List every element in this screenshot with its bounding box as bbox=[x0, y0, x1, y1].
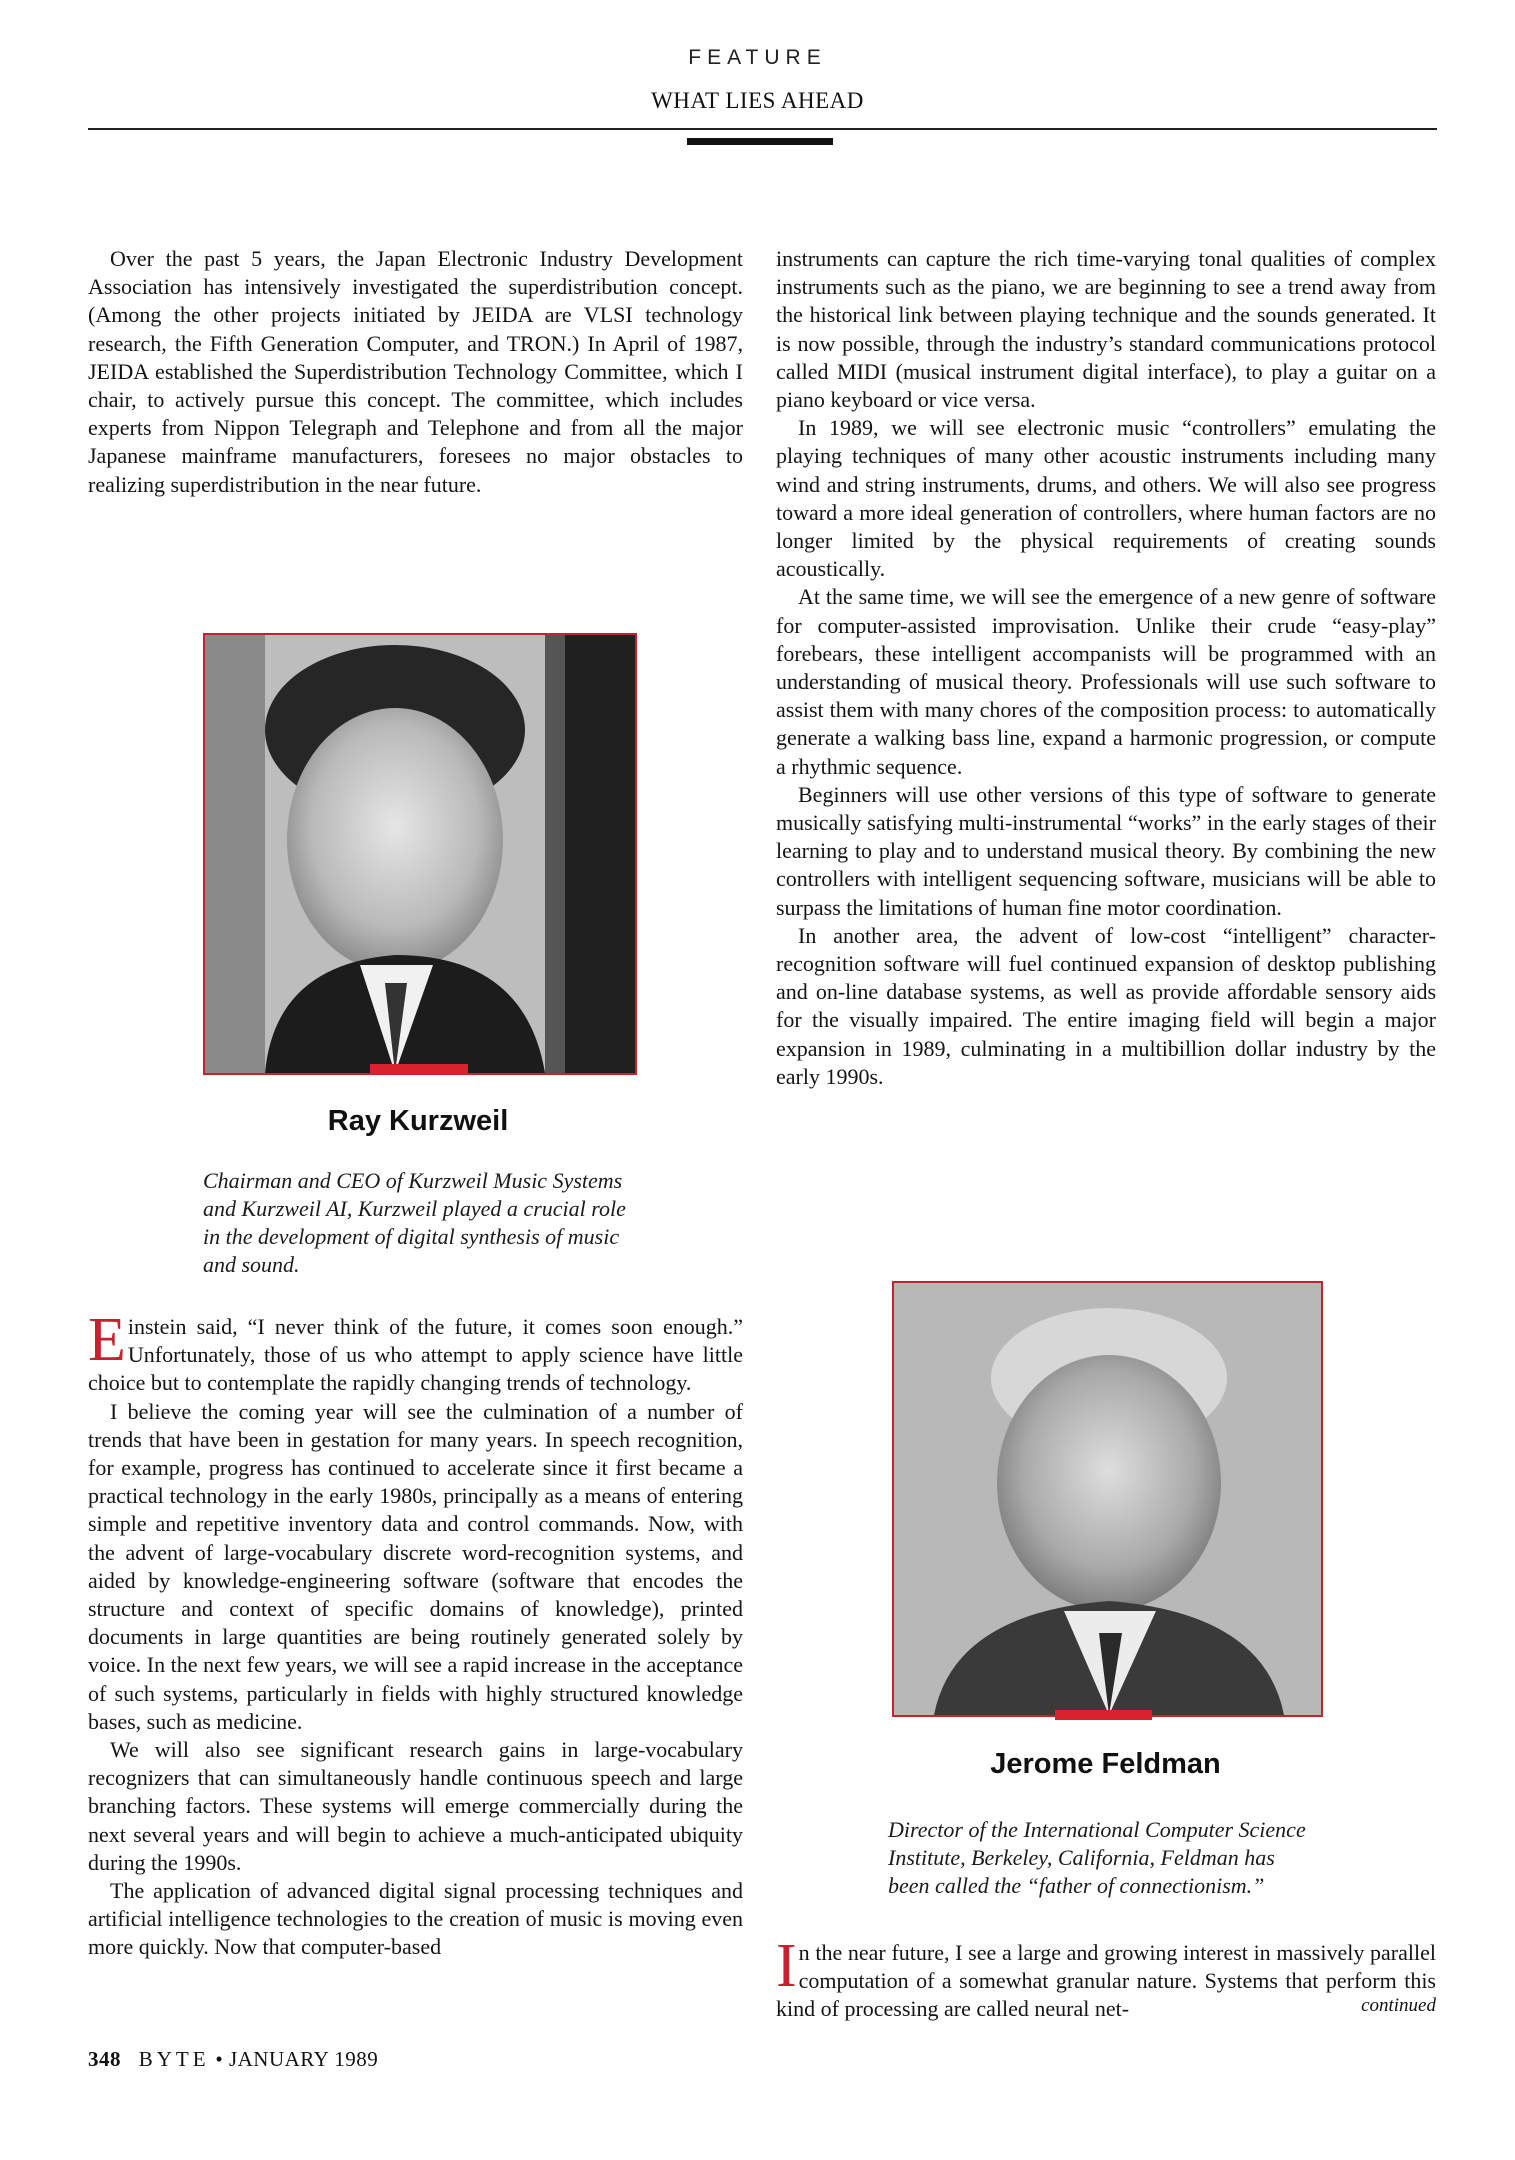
page-number: 348 bbox=[88, 2047, 121, 2071]
kurzweil-name: Ray Kurzweil bbox=[327, 1105, 509, 1137]
portrait-photo-icon bbox=[894, 1283, 1321, 1715]
drop-cap: I bbox=[776, 1932, 797, 2000]
lead-text: instein said, “I never think of the future, it comes soon enough.” Unfortunately, those of us who attempt to apply science have little choice but to contemplate the rapidly changing trends of technology. bbox=[88, 1314, 743, 1396]
kurzweil-article-text bbox=[88, 1306, 743, 1962]
feldman-photo-tab bbox=[1055, 1710, 1152, 1720]
portrait-photo-icon bbox=[205, 635, 635, 1073]
section-title: WHAT LIES AHEAD bbox=[651, 88, 864, 113]
kurzweil-photo bbox=[203, 633, 637, 1075]
magazine-name: BYTE bbox=[138, 2047, 210, 2071]
paragraph: In 1989, we will see electronic music “controllers” emulating the playing techniques of many other acoustic instruments including many wind and string instruments, drums, and others. We will also see progress toward a more ideal generation of controllers, where human factors are no longer limited by the physical requirements of creating sounds acoustically. bbox=[776, 415, 1436, 582]
feldman-caption: Director of the International Computer Science Institute, Berkeley, California, Feldman has been called the “father of connectionism.” bbox=[888, 1817, 1306, 1898]
right-column-text bbox=[776, 245, 1436, 1091]
paragraph: Beginners will use other versions of this type of software to generate musically satisfying multi-instrumental “works” in the early stages of their learning to play and to understand musical theory. By combining the new controllers with intelligent sequencing software, musicians will be able to surpass the limitations of human fine motor coordination. bbox=[776, 781, 1436, 920]
article-lead bbox=[88, 1306, 743, 1398]
lead-text: n the near future, I see a large and growing interest in massively parallel computation of a somewhat granular nature. Systems that perform this kind of processing are called neural net- bbox=[776, 1940, 1436, 2022]
kurzweil-photo-tab bbox=[370, 1064, 468, 1074]
header-rule bbox=[88, 128, 1437, 130]
paragraph: At the same time, we will see the emergence of a new genre of software for computer-assisted improvisation. Unlike their crude “easy-play” forebears, these intelligent accompanists will be programmed with an understanding of musical theory. Professionals will use such software to assist them with many chores of the composition process: to automatically generate a walking bass line, expand a harmonic progression, or compute a rhythmic sequence. bbox=[776, 584, 1436, 779]
paragraph: In another area, the advent of low-cost “intelligent” character-recognition software will fuel continued expansion of desktop publishing and on-line database systems, as well as provide affordable sensory aids for the visually impaired. The entire imaging field will begin a major expansion in 1989, culminating in a multibillion dollar industry by the early 1990s. bbox=[776, 922, 1436, 1089]
paragraph: I believe the coming year will see the culmination of a number of trends that have been in gestation for many years. In speech recognition, for example, progress has continued to accelerate since it first became a practical technology in the early 1980s, principally as a means of entering simple and repetitive inventory data and control commands. Now, with the advent of large-vocabulary discrete word-recognition systems, and aided by knowledge-engineering software (software that encodes the structure and context of specific domains of knowledge), printed documents in large quantities are being routinely generated solely by voice. In the next few years, we will see a rapid increase in the acceptance of such systems, particularly in fields with highly structured knowledge bases, such as medicine. bbox=[88, 1398, 743, 1734]
feldman-photo bbox=[892, 1281, 1323, 1717]
continued-label: continued bbox=[1361, 1995, 1436, 2016]
section-kicker: FEATURE bbox=[688, 46, 827, 69]
kurzweil-caption: Chairman and CEO of Kurzweil Music Systems and Kurzweil AI, Kurzweil played a crucial role in the development of digital synthesis of music and sound. bbox=[203, 1168, 626, 1277]
header-rule-accent bbox=[687, 138, 833, 145]
drop-cap: E bbox=[88, 1306, 126, 1374]
page-footer bbox=[88, 2047, 378, 2072]
footer-separator: • bbox=[215, 2047, 224, 2071]
left-intro-text bbox=[88, 245, 743, 499]
paragraph: instruments can capture the rich time-varying tonal qualities of complex instruments such as the piano, we are beginning to see a trend away from the historical link between playing technique and the sounds generated. It is now possible, through the industry’s standard communications protocol called MIDI (musical instrument digital interface), to play a guitar on a piano keyboard or vice versa. bbox=[776, 246, 1436, 413]
paragraph: We will also see significant research gains in large-vocabulary recognizers that can simultaneously handle continuous speech and large branching factors. These systems will emerge commercially during the next several years and will begin to achieve a much-anticipated ubiquity during the 1990s. bbox=[88, 1737, 743, 1875]
issue-date: JANUARY 1989 bbox=[228, 2047, 379, 2071]
paragraph: Over the past 5 years, the Japan Electronic Industry Development Association has intensively investigated the superdistribution concept. (Among the other projects initiated by JEIDA are VLSI technology research, the Fifth Generation Computer, and TRON.) In April of 1987, JEIDA established the Superdistribution Technology Committee, which I chair, to actively pursue this concept. The committee, which includes experts from Nippon Telegraph and Telephone and from all the major Japanese mainframe manufacturers, foresees no major obstacles to realizing superdistribution in the near future. bbox=[88, 246, 743, 497]
paragraph: The application of advanced digital signal processing techniques and artificial intelligence technologies to the creation of music is moving even more quickly. Now that computer-based bbox=[88, 1878, 743, 1960]
feldman-name: Jerome Feldman bbox=[990, 1748, 1221, 1780]
